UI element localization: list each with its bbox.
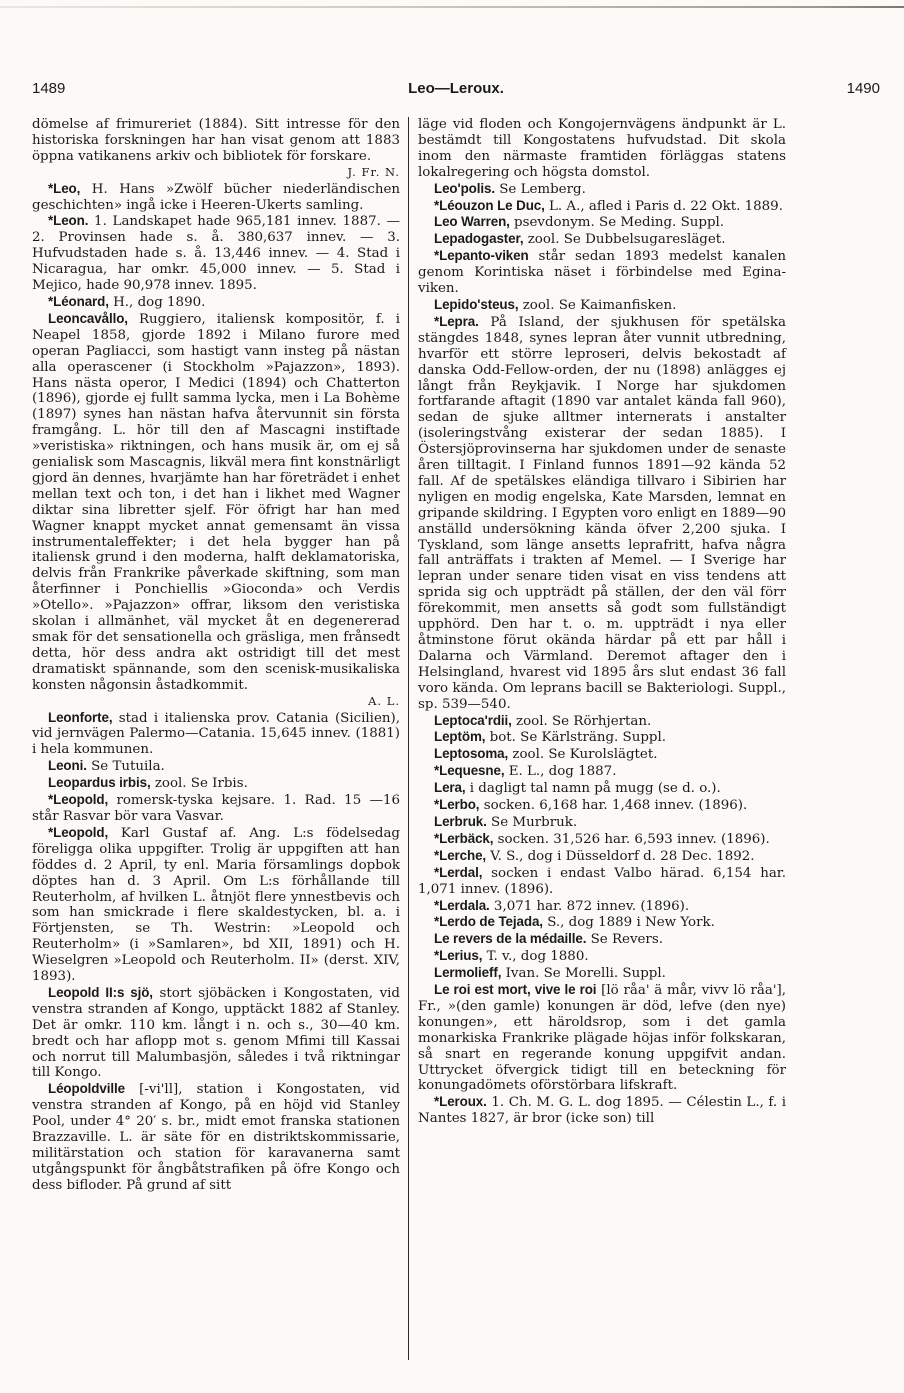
dictionary-entry [32,1081,400,1193]
dictionary-entry [418,314,786,713]
dictionary-entry [32,710,400,759]
entry-text: zool. Se Kaimanfisken. [518,297,677,313]
entry-headword: *Lepra. [434,313,479,329]
entry-text: psevdonym. Se Meding. Suppl. [509,215,725,231]
entry-headword: *Léouzon Le Duc, [434,197,545,213]
entry-text: H. Hans »Zwölf bücher niederländischen geschichten» ingå icke i Heeren-Ukerts samling. [32,181,400,213]
author-signature: J. Fr. N. [347,164,400,179]
entry-text: Karl Gustaf af. Ang. L:s födelsedag föreligga olika uppgifter. Trolig är uppgiften att han föddes d. 2 April, ty enl. Maria församlings dopbok döptes han d. 3 April. Om L:s förhållande till Reuterholm, af hvilken L. åtnjöt flere ynnestbevis och som han smickrade i flere skaldestycken, bl. a. i Förtjensten, se Th. Westrin: »Leopold och Reuterholm» (i »Samlaren», bd XII, 1891) och H. Wieselgren »Leopold och Reuterholm. II» (derst. XIV, 1893). [32,825,400,985]
dictionary-entry [32,792,400,825]
entry-headword: *Lepanto-viken [434,248,529,264]
author-signature: A. L. [368,693,400,708]
dictionary-entry [32,825,400,985]
entry-headword: *Lerche, [434,847,487,863]
dictionary-entry [418,865,786,898]
entry-text: zool. Se Kurolslägtet. [508,747,658,763]
entry-headword: Leonforte, [48,709,113,725]
entry-headword: *Lerdala. [434,897,490,913]
entry-text: Se Revers. [586,932,663,948]
entry-headword: Lepido'steus, [434,296,519,312]
entry-text: läge vid floden och Kongojernvägens ändpunkt är L. bestämdt till Kongostatens hufvudstad. Dit skola inom den närmaste framtiden förläggas statens lokalregering och högsta domstol. [418,117,786,180]
dictionary-entry [418,181,786,198]
dictionary-entry [418,231,786,248]
dictionary-entry [418,982,786,1094]
dictionary-entry [418,214,786,231]
entry-headword: *Leopold, [48,824,109,840]
dictionary-entry [418,248,786,297]
dictionary-entry [418,780,786,797]
entry-headword: Leoncavållo, [48,310,128,326]
entry-headword: *Lerbo, [434,797,480,813]
dictionary-entry [32,213,400,294]
entry-text: Ruggiero, italiensk kompositör, f. i Neapel 1858, gjorde 1892 i Milano furore med operan Pagliacci, som hastigt vann insteg på nästan alla operascener (i Stockholm »Pajazzon», 1893). Hans nästa operor, I Medici (1894) och Chatterton (1896), gjorde ej fullt samma lycka, men i La Bohème (1897) synes han nästan hafva återvunnit sin första framgång. L. hör till den af Mascagni instiftade »veristiska» riktningen, och hans musik är, om ej så genialisk som Mascagnis, likväl mera fint konstnärligt gjord än dennes, hvarjämte han har företrädet i enhet mellan text och ton, i det han i likhet med Wagner diktar sina libretter sjelf. För öfrigt har han med Wagner knappt mycket annat gemensamt än vissa instrumentaleffekter; i det hela bygger han på italiensk grund i den moderna, halft deklamatoriska, delvis från Frankrike påverkade skiftning, som man återfinner i Ponchiellis »Gioconda» och Verdis »Otello». »Pajazzon» offrar, liksom den veristiska skolan i allmänhet, väl mycket åt en degenererad smak för det sensationella och gräsliga, men frånsedt detta, hör dess andra akt ostridigt till det mest dramatiskt spännande, som den scenisk-musikaliska konsten någonsin åstadkommit. [32,311,400,693]
page-number-left: 1489 [32,80,66,97]
dictionary-entry [418,797,786,814]
entry-headword: Leo'polis. [434,180,495,196]
entry-text: romersk-tyska kejsare. 1. Rad. 15 —16 står Rasvar bör vara Vasvar. [32,793,400,824]
column-divider [408,117,409,1360]
entry-text: socken. 31,526 har. 6,593 innev. (1896). [493,831,770,847]
dictionary-entry [32,181,400,214]
entry-headword: Léopoldville [48,1081,125,1097]
entry-text: [lö råa' ä mår, vivv lö råa'], Fr., »(den gamle) konungen är död, lefve (den nye) konungen», ett häroldsrop, som i det gamla monarkiska Frankrike plägade höjas inför folkskaran, så snart en regerande konung uppgifvit andan. Uttrycket öfvergick tidigt till en beteckning för konungadömets oförstörbara lifskraft. [418,983,786,1094]
entry-headword: Le roi est mort, vive le roi [434,982,597,998]
entry-text: zool. Se Dubbelsugaresläget. [523,232,726,248]
entry-headword: Lera, [434,780,466,796]
entry-headword: *Léonard, [48,293,109,309]
entry-text: stad i italienska prov. Catania (Sicilien), vid jernvägen Palermo—Catania. 15,645 innev. (1881) i hela kommunen. [32,710,400,758]
entry-text: S., dog 1889 i New York. [542,915,715,931]
entry-text: H., dog 1890. [108,294,206,310]
entry-headword: *Leopold, [48,792,109,808]
page-header [32,80,880,104]
running-title: Leo—Leroux. [408,80,504,97]
entry-headword: *Leo, [48,180,81,196]
entry-text: L. A., afled i Paris d. 22 Okt. 1889. [544,198,783,214]
entry-text: zool. Se Rörhjertan. [511,713,652,729]
entry-text: Se Tutuila. [86,759,165,775]
entry-text: socken. 6,168 har. 1,468 innev. (1896). [479,798,748,814]
dictionary-entry [32,758,400,775]
dictionary-entry [418,898,786,915]
entry-text: bot. Se Kärlsträng. Suppl. [485,730,667,746]
dictionary-entry [418,729,786,746]
entry-headword: *Lerdo de Tejada, [434,914,543,930]
entry-text: i dagligt tal namn på mugg (se d. o.). [465,781,721,797]
dictionary-entry [418,831,786,848]
dictionary-entry [418,914,786,931]
entry-headword: *Lerbäck, [434,830,494,846]
entry-headword: Lerbruk. [434,813,487,829]
entry-headword: Leptoca'rdii, [434,712,512,728]
dictionary-entry [418,297,786,314]
entry-headword: *Leon. [48,213,89,229]
entry-headword: Lepadogaster, [434,231,524,247]
dictionary-entry [32,775,400,792]
entry-headword: Lermolieff, [434,965,502,981]
entry-text: socken i endast Valbo härad. 6,154 har. 1,071 innev. (1896). [418,865,786,897]
dictionary-entry [418,746,786,763]
entry-headword: Leptosoma, [434,746,509,762]
dictionary-entry [418,117,786,181]
dictionary-entry [32,117,400,165]
dictionary-entry [32,294,400,311]
entry-headword: *Lequesne, [434,763,505,779]
entry-text: dömelse af frimureriet (1884). Sitt intresse för den historiska forskningen har han visat genom att 1883 öppna vatikanens arkiv och bibliotek för forskare. [32,117,400,164]
entry-text: T. v., dog 1880. [482,949,589,965]
entry-text: Ivan. Se Morelli. Suppl. [501,966,666,982]
dictionary-entry [418,931,786,948]
entry-headword: Leopardus irbis, [48,775,151,791]
dictionary-entry [418,198,786,215]
entry-text: 1. Ch. M. G. L. dog 1895. — Célestin L., f. i Nantes 1827, är bror (icke son) till [418,1095,786,1127]
entry-text: 3,071 har. 872 innev. (1896). [489,898,690,914]
entry-text: 1. Landskapet hade 965,181 innev. 1887. — 2. Provinsen hade s. å. 380,637 innev. — 3. Hufvudstaden hade s. å. 13,446 innev. — 4. Stad i Nicaragua, har omkr. 45,000 innev. — 5. Stad i Mejico, hade 90,978 innev. 1895. [32,214,400,294]
entry-headword: Leo Warren, [434,214,510,230]
entry-text: Se Murbruk. [486,814,578,830]
entry-text: zool. Se Irbis. [150,776,248,792]
entry-text: stort sjöbäcken i Kongostaten, vid venstra stranden af Kongo, upptäckt 1882 af Stanley. Det är omkr. 110 km. långt i n. och s., 30—40 km. bredt och har aflopp mot s. genom Mfimi till Kassai och norrut till Malumbasjön, således i två riktningar till Kongo. [32,985,400,1081]
entry-text: [-vi'll], station i Kongostaten, vid venstra stranden af Kongo, på en höjd vid Stanley Pool, under 4° 20′ s. br., midt emot franska stationen Brazzaville. L. är säte för en distriktskommissarie, militärstation och station för karavanerna samt utgångspunkt för ångbåtstrafiken på öfre Kongo och dess bifloder. På grund af sitt [32,1082,400,1193]
right-column [418,117,786,1127]
entry-headword: *Leroux. [434,1094,487,1110]
dictionary-entry [418,948,786,965]
dictionary-entry [32,985,400,1081]
entry-text: E. L., dog 1887. [504,764,617,780]
dictionary-entry [418,814,786,831]
dictionary-entry [418,713,786,730]
entry-text: På Island, der sjukhusen för spetälska stängdes 1848, synes lepran åter vunnit utbredning, hvarför ett större leproseri, delvis bekostadt af danska Odd-Fellow-orden, der nu (1898) anlägges ej långt från Reykjavik. I Norge har sjukdomen fortfarande aftagit (1890 var antalet kända fall 960), sedan de sjuke alltmer internerats i anstalter (isoleringstvång existerar der sedan 1885). I Östersjöprovinserna har sjukdomen under de senaste åren tilltagit. I Finland funnos 1891—92 kända 52 fall. Af de spetälskes eländiga tillvaro i Sibirien har nyligen en modig engelska, Kate Marsden, lemnat en gripande skildring. I Egypten voro enligt en 1889—90 anställd undersökning kända öfver 2,200 sjuka. I Tyskland, som länge ansetts leprafritt, hafva några fall anträffats i trakten af Memel. — I Sverige har lepran under senare tiden visat en viss tendens att sprida sig och uppträdt på ställen, der den väl förr förekommit, men ansetts så godt som fullständigt upphörd. Den har t. o. m. uppträdt i nya eller åtminstone förut okända härdar på ett par håll i Dalarna och Värmland. Deremot aftager den i Helsingland, hvarest vid 1895 års slut endast 36 fall voro kända. Om leprans bacill se Bakteriologi. Suppl., sp. 539—540. [418,314,786,712]
page-number-right: 1490 [846,80,880,97]
scan-edge-line [0,6,904,8]
entry-headword: Leopold II:s sjö, [48,984,153,1000]
entry-headword: Le revers de la médaille. [434,931,587,947]
left-column [32,117,400,1194]
entry-headword: *Lerius, [434,948,483,964]
dictionary-entry [418,965,786,982]
dictionary-entry [418,763,786,780]
dictionary-entry [418,848,786,865]
dictionary-entry [418,1094,786,1127]
dictionary-entry [32,311,400,694]
entry-text: Se Lemberg. [494,181,586,197]
entry-text: står sedan 1893 medelst kanalen genom Korintiska näset i förbindelse med Egina-viken. [418,249,786,297]
entry-headword: Leoni. [48,758,87,774]
entry-headword: *Lerdal, [434,864,483,880]
entry-text: V. S., dog i Düsseldorf d. 28 Dec. 1892. [486,848,755,864]
entry-headword: Leptöm, [434,729,486,745]
